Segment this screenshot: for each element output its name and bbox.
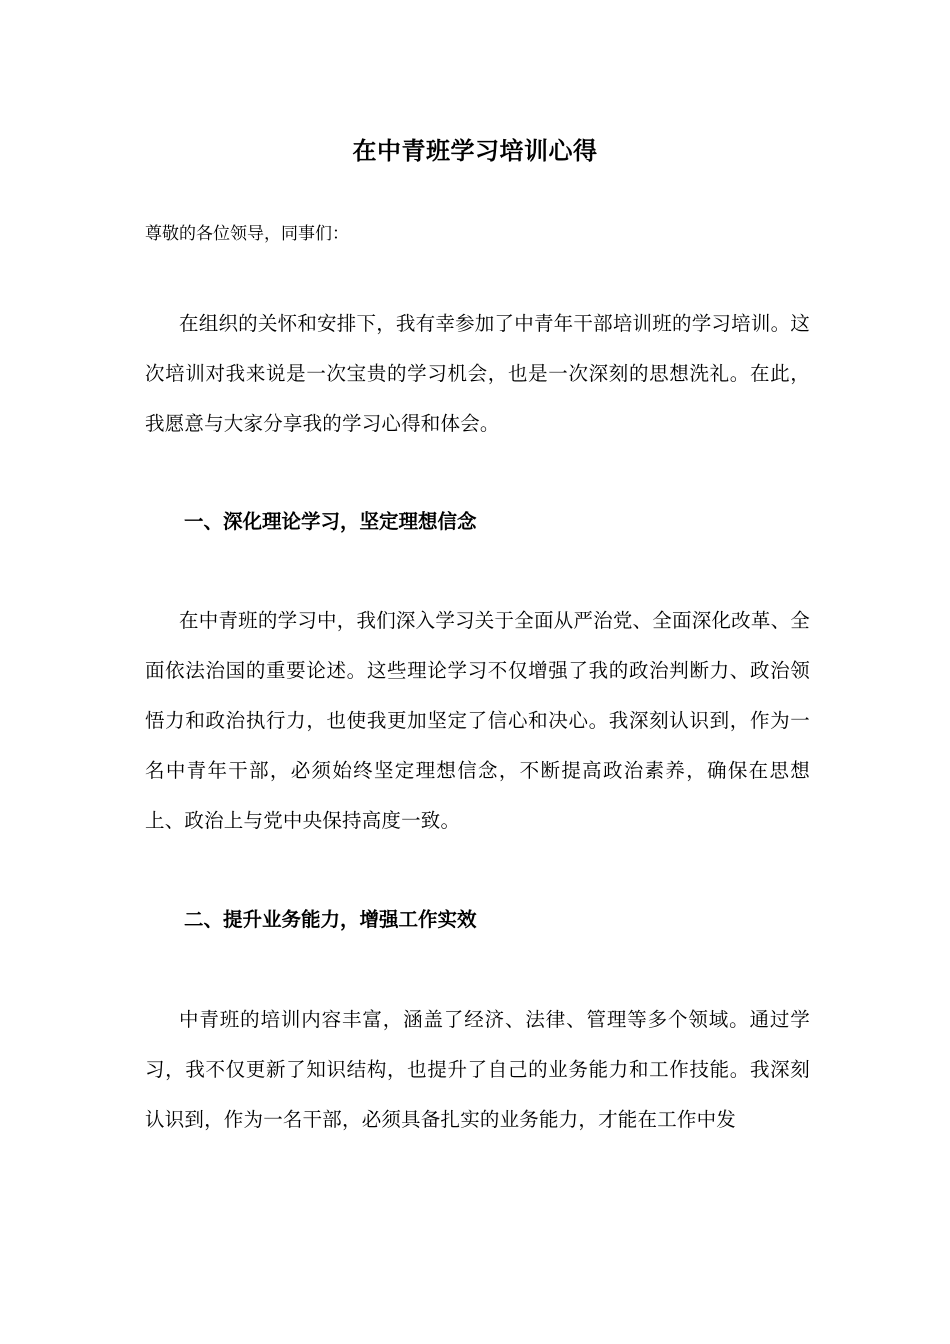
page-title: 在中青班学习培训心得 <box>352 136 598 165</box>
paragraph-intro: 在组织的关怀和安排下，我有幸参加了中青年干部培训班的学习培训。这次培训对我来说是一次宝贵的学习机会，也是一次深刻的思想洗礼。在此，我愿意与大家分享我的学习心得和体会。 <box>145 312 810 435</box>
salutation: 尊敬的各位领导，同事们： <box>145 224 349 244</box>
section-heading-1: 一、深化理论学习，坚定理想信念 <box>184 510 477 533</box>
paragraph-theory: 在中青班的学习中，我们深入学习关于全面从严治党、全面深化改革、全面依法治国的重要论述。这些理论学习不仅增强了我的政治判断力、政治领悟力和政治执行力，也使我更加坚定了信心和决心。我深刻认识到，作为一名中青年干部，必须始终坚定理想信念，不断提高政治素养，确保在思想上、政治上与党中央保持高度一致。 <box>145 609 810 832</box>
paragraph-business: 中青班的培训内容丰富，涵盖了经济、法律、管理等多个领域。通过学习，我不仅更新了知识结构，也提升了自己的业务能力和工作技能。我深刻认识到，作为一名干部，必须具备扎实的业务能力，才能在工作中发 <box>145 1008 810 1131</box>
section-heading-2: 二、提升业务能力，增强工作实效 <box>184 908 477 931</box>
